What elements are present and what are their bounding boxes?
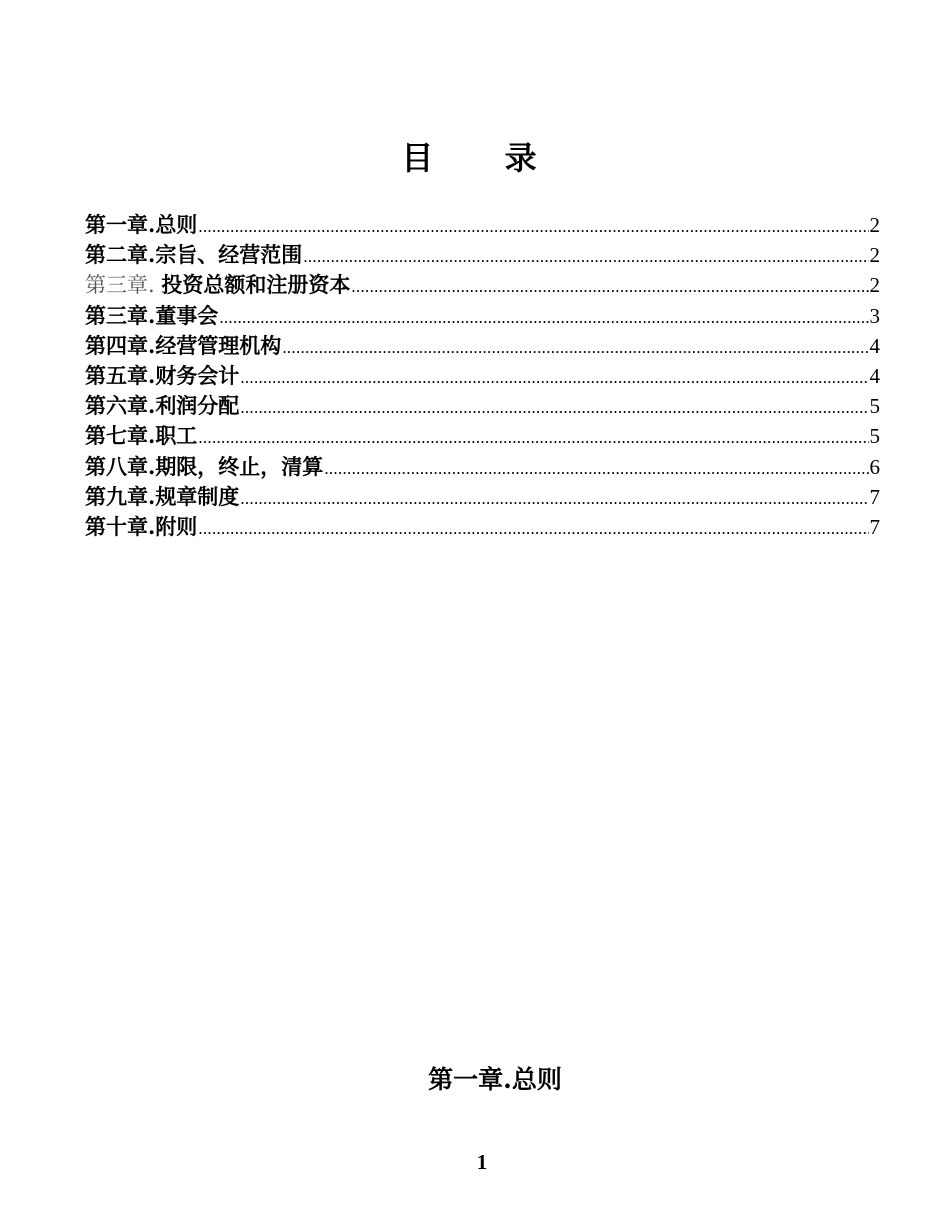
toc-page-number: 2 — [869, 273, 880, 298]
toc-entry-label — [85, 361, 239, 391]
toc-chapter-title: 附则 — [155, 513, 198, 539]
toc-chapter-number: 第一章. — [85, 212, 156, 237]
toc-leader-dots — [303, 242, 868, 272]
toc-chapter-title: 投资总额和注册资本 — [161, 272, 351, 298]
toc-chapter-number: 第八章. — [85, 453, 156, 479]
toc-entry[interactable] — [85, 421, 880, 451]
toc-leader-dots — [240, 484, 868, 514]
toc-entry-label — [85, 301, 218, 331]
toc-page-number: 5 — [869, 394, 880, 419]
toc-chapter-number: 第四章. — [85, 332, 156, 358]
toc-chapter-number: 第二章. — [85, 242, 156, 268]
toc-entry-label — [85, 240, 302, 270]
toc-chapter-title: 总则 — [155, 212, 198, 237]
toc-chapter-title: 利润分配 — [155, 393, 240, 419]
toc-entry[interactable] — [85, 361, 880, 391]
toc-title: 目 录 — [401, 139, 567, 177]
toc-leader-dots — [198, 514, 868, 544]
toc-chapter-title: 宗旨、经营范围 — [155, 242, 303, 268]
toc-leader-dots — [351, 272, 868, 302]
toc-chapter-title: 规章制度 — [155, 483, 240, 509]
toc-chapter-number: 第三章. — [85, 302, 156, 328]
toc-leader-dots — [282, 333, 868, 363]
toc-chapter-number: 第九章. — [85, 483, 156, 509]
toc-entry-label — [85, 391, 239, 421]
toc-entry[interactable] — [85, 240, 880, 270]
toc-entry[interactable] — [85, 512, 880, 542]
toc-chapter-title: 期限，终止，清算 — [155, 453, 324, 479]
toc-page-number: 5 — [869, 424, 880, 449]
toc-page-number: 7 — [869, 514, 880, 539]
toc-entry-label — [85, 331, 281, 361]
toc-chapter-number: 第七章. — [85, 423, 156, 449]
toc-leader-dots — [240, 363, 868, 393]
toc-entry[interactable] — [85, 210, 880, 240]
table-of-contents — [85, 210, 880, 542]
toc-chapter-title: 财务会计 — [155, 362, 240, 388]
toc-chapter-number: 第五章. — [85, 362, 156, 388]
toc-leader-dots — [198, 423, 868, 453]
toc-entry[interactable] — [85, 270, 880, 300]
toc-entry[interactable] — [85, 331, 880, 361]
toc-chapter-number: 第十章. — [85, 513, 156, 539]
toc-leader-dots — [324, 454, 868, 484]
chapter-heading: 第一章.总则 — [428, 1065, 562, 1094]
page-number: 1 — [476, 1150, 488, 1174]
toc-chapter-number: 第三章. — [85, 273, 155, 298]
toc-entry-label — [85, 482, 239, 512]
toc-page-number: 3 — [869, 303, 880, 328]
toc-chapter-title: 职工 — [155, 423, 198, 449]
toc-entry-label — [85, 421, 197, 451]
toc-chapter-number: 第六章. — [85, 393, 156, 419]
toc-entry-label — [85, 512, 197, 542]
toc-chapter-title: 董事会 — [155, 302, 219, 328]
toc-entry[interactable] — [85, 301, 880, 331]
toc-entry-label — [85, 210, 197, 240]
toc-leader-dots — [198, 212, 868, 242]
toc-leader-dots — [219, 303, 868, 333]
toc-page-number: 4 — [869, 333, 880, 358]
toc-entry[interactable] — [85, 452, 880, 482]
toc-leader-dots — [240, 393, 868, 423]
toc-entry-label — [85, 452, 323, 482]
toc-entry[interactable] — [85, 482, 880, 512]
toc-page-number: 7 — [869, 484, 880, 509]
toc-page-number: 2 — [869, 213, 880, 237]
toc-entry-label — [85, 270, 350, 300]
toc-page-number: 4 — [869, 363, 880, 388]
toc-chapter-title: 经营管理机构 — [155, 332, 282, 358]
toc-page-number: 6 — [869, 454, 880, 479]
toc-entry[interactable] — [85, 391, 880, 421]
toc-page-number: 2 — [869, 243, 880, 268]
